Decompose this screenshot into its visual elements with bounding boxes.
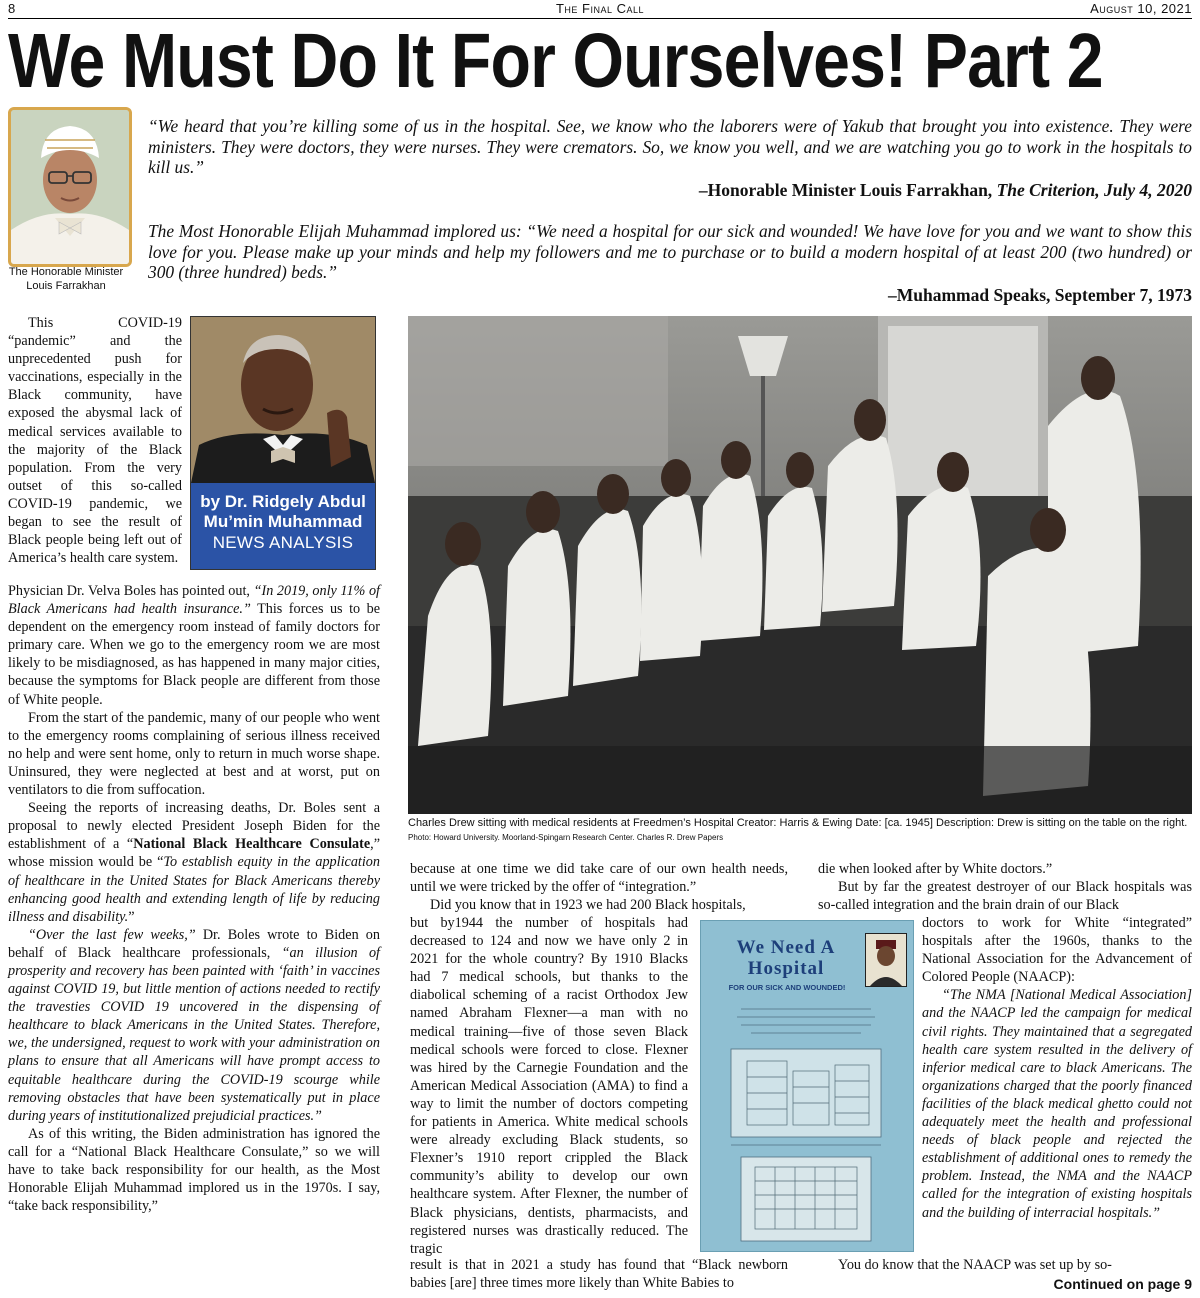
column-3-paragraph-1-rest: doctors to work for White “integrated” hospitals after the 1960s, thanks to the National Association for the Advancement of Colored People (NAACP): bbox=[922, 915, 1192, 986]
column-2-closing: result is that in 2021 a study has found that “Black newborn babies [are] three times more likely than White Babies to bbox=[410, 1257, 788, 1292]
attribution-farrakhan-name: –Honorable Minister Louis Farrakhan, bbox=[698, 180, 997, 200]
text-span: Dr. Boles wrote to Biden on behalf of Black healthcare professionals, bbox=[8, 926, 380, 961]
quote-span: “In 2019, only 11% of Black Americans had health insurance.” bbox=[8, 583, 380, 618]
portrait-caption bbox=[0, 265, 132, 293]
attribution-muhammad-speaks: –Muhammad Speaks, September 7, 1973 bbox=[887, 285, 1192, 305]
column-3-paragraph-1-lead: But by far the greatest destroyer of our Black hospitals was so-called integration and the brain drain of our Black bbox=[818, 879, 1192, 914]
poster-title-line-1: We Need A bbox=[736, 937, 836, 958]
column-3-wrap bbox=[922, 914, 1192, 1222]
text-span: ” bbox=[128, 908, 135, 925]
quote-span: To establish equity in the application of healthcare in the United States for Black Americans thereby enhancing good health and extending length of life by reducing illness and disability. bbox=[8, 854, 380, 925]
quote-span: “Over the last few weeks,” bbox=[28, 926, 196, 943]
poster-artwork bbox=[701, 921, 913, 1251]
author-photo bbox=[191, 317, 375, 483]
paper-name: The Final Call bbox=[555, 1, 645, 16]
column-3-nma-quote bbox=[922, 986, 1192, 1221]
text-span: Seeing the reports of increasing deaths, Dr. Boles sent a proposal to newly elected President Joseph Biden for the establishment of a “ bbox=[8, 800, 380, 853]
text-span: This forces us to be dependent on the emergency room instead of family doctors for primary care. When we go to the emergency room we are most likely to be misdiagnosed, as has happened in many major cities, because the symptoms for Black people are different from those of White people. bbox=[8, 601, 380, 708]
author-box bbox=[190, 316, 376, 570]
attribution-farrakhan bbox=[699, 180, 1192, 201]
poster-title-line-2: Hospital bbox=[747, 958, 825, 979]
main-photo-illustration bbox=[408, 316, 1192, 814]
column-1-paragraph-2: From the start of the pandemic, many of our people who went to the emergency rooms complaining of serious illness received no help and were sent home, only to return in much worse shape. Uninsured, they were neglected at best and at worst, put on ventilators to die from suffocation. bbox=[8, 709, 380, 799]
column-2-bottom bbox=[410, 1256, 788, 1292]
bold-span: National Black Healthcare Consulate bbox=[133, 836, 371, 853]
column-3-closing: You do know that the NAACP was set up by so- bbox=[838, 1257, 1112, 1273]
poster-we-need-a-hospital bbox=[700, 920, 914, 1252]
column-1-intro-paragraph: This COVID-19 “pandemic” and the unprecedented push for vaccinations, especially in the Black community, have exposed the abysmal lack of medical services available to the majority of the Black population. From the very outset of this so-called COVID-19 pandemic, we began to see the result of Black people being left out of America’s health care system. bbox=[8, 315, 182, 567]
quote-elijah-intro: The Most Honorable Elijah Muhammad implored us: bbox=[148, 221, 527, 241]
column-3-top bbox=[818, 860, 1192, 914]
author-photo-illustration bbox=[191, 317, 375, 483]
column-1-paragraph-4 bbox=[8, 926, 380, 1125]
column-2-paragraph-1-rest: but by1944 the number of hospitals had decreased to 124 and now we have only 2 in 2021 for the whole country? By 1910 Blacks had 7 medical schools, but thanks to the diabolical scheming of a racist Orthodox Jew named Abraham Flexner—a man with no medical training—five of those seven Black medical schools were forced to close. Flexner was hired by the Carnegie Foundation and the American Medical Association (AMA) to find a way to limit the number of doctors competing for patients in America. White medical schools were already excluding Black students, so Flexner’s 1910 report crippled the Black community’s ability to develop our own healthcare system. After Flexner, the number of Black physicians, dentists, pharmacists, and registered nurses was drastically reduced. The tragic bbox=[410, 915, 688, 1257]
headline: We Must Do It For Ourselves! Part 2 bbox=[8, 18, 1103, 104]
issue-date: August 10, 2021 bbox=[1090, 1, 1192, 16]
column-1 bbox=[8, 582, 380, 1215]
portrait-caption-line-1: The Honorable Minister bbox=[8, 266, 124, 278]
column-3-continuation: die when looked after by White doctors.” bbox=[818, 861, 1053, 877]
quote-span: “an illusion of prosperity and recovery has been painted with ‘faith’ in vaccines against COVID 19, but little mention of actions needed to rectify the travesties COVID 19 uncovered in the dispensing of healthcare to black Americans in the United States. Therefore, we, the undersigned, request to work with your administration on plans to ensure that all Americans will have prompt access to equitable healthcare during the COVID-19 scourge while removing obstacles that have been systematically put in place during years of institutionalized prejudicial practices.” bbox=[8, 944, 380, 1124]
column-2-wrap bbox=[410, 914, 688, 1258]
quote-elijah-muhammad bbox=[148, 221, 1192, 283]
column-1-top bbox=[8, 314, 182, 567]
column-2-continuation: because at one time we did take care of our own health needs, until we were tricked by the offer of “integration.” bbox=[410, 861, 788, 896]
quote-elijah-text: “We need a hospital for our sick and wounded! We have love for you and we want to show this love for you. Please make up your minds and help my followers and me to purchase or to build a modern hospital of at least 200 (two hundred) or 300 (three hundred) beds.” bbox=[148, 221, 1192, 282]
main-photo-caption bbox=[408, 816, 1192, 845]
column-1-paragraph-3 bbox=[8, 799, 380, 926]
text-span: ,” whose mission would be “ bbox=[8, 836, 381, 871]
section-label: NEWS ANALYSIS bbox=[212, 533, 354, 552]
nma-quote-text: “The NMA [National Medical Association] and the NAACP led the campaign for medical civil rights. They maintained that a segregated health care system resulted in the delivery of inferior medical care to black Americans. The organizations charged that the poorly financed facilities of the black medical ghetto could not adequately meet the health and professional needs of black people and rejected the establishment of additional ones to remedy the problem. Instead, the NMA and the NAACP called for the integration of existing hospitals and the building of interracial hospitals.” bbox=[922, 987, 1192, 1221]
photo-credit: Photo: Howard University. Moorland-Spingarn Research Center. Charles R. Drew Papers bbox=[408, 833, 724, 842]
running-header bbox=[8, 0, 1192, 19]
attribution-farrakhan-source: The Criterion, July 4, 2020 bbox=[996, 180, 1192, 200]
column-3-bottom bbox=[818, 1256, 1192, 1274]
column-2-paragraph-1-lead: Did you know that in 1923 we had 200 Black hospitals, bbox=[430, 897, 746, 914]
poster-subtitle: FOR OUR SICK AND WOUNDED! bbox=[728, 983, 846, 992]
column-1-paragraph-5: As of this writing, the Biden administration has ignored the call for a “National Black Healthcare Consulate,” so we will have to take back responsibility for our health, as the Most Honorable Elijah Muhammad implored us in the 1970s. I say, “take back responsibility,” bbox=[8, 1125, 380, 1215]
quote-farrakhan: “We heard that you’re killing some of us in the hospital. See, we know who the laborers were of Yakub that brought you into existence. They were ministers. They were doctors, they were nurses. They were cremators. So, we know you well, and we are watching you go to work in the hospitals to kill us.” bbox=[148, 116, 1192, 177]
column-1-paragraph-1 bbox=[8, 582, 380, 709]
text-span: Physician Dr. Velva Boles has pointed out, bbox=[8, 583, 254, 599]
continued-on-page-link[interactable]: Continued on page 9 bbox=[1053, 1276, 1192, 1292]
author-name-line-1: by Dr. Ridgely Abdul bbox=[200, 492, 366, 511]
main-photo-charles-drew bbox=[408, 316, 1192, 814]
page-number: 8 bbox=[8, 1, 16, 16]
portrait-caption-line-2: Louis Farrakhan bbox=[26, 280, 106, 292]
photo-caption-text: Charles Drew sitting with medical residents at Freedmen’s Hospital Creator: Harris & Ewing Date: [ca. 1945] Description: Drew is sitting on the table on the right. bbox=[408, 817, 1188, 829]
author-byline-band bbox=[191, 483, 375, 569]
author-name-line-2: Mu’min Muhammad bbox=[203, 512, 363, 531]
portrait-illustration bbox=[11, 110, 129, 264]
portrait-farrakhan bbox=[8, 107, 132, 267]
column-2-top bbox=[410, 860, 788, 914]
